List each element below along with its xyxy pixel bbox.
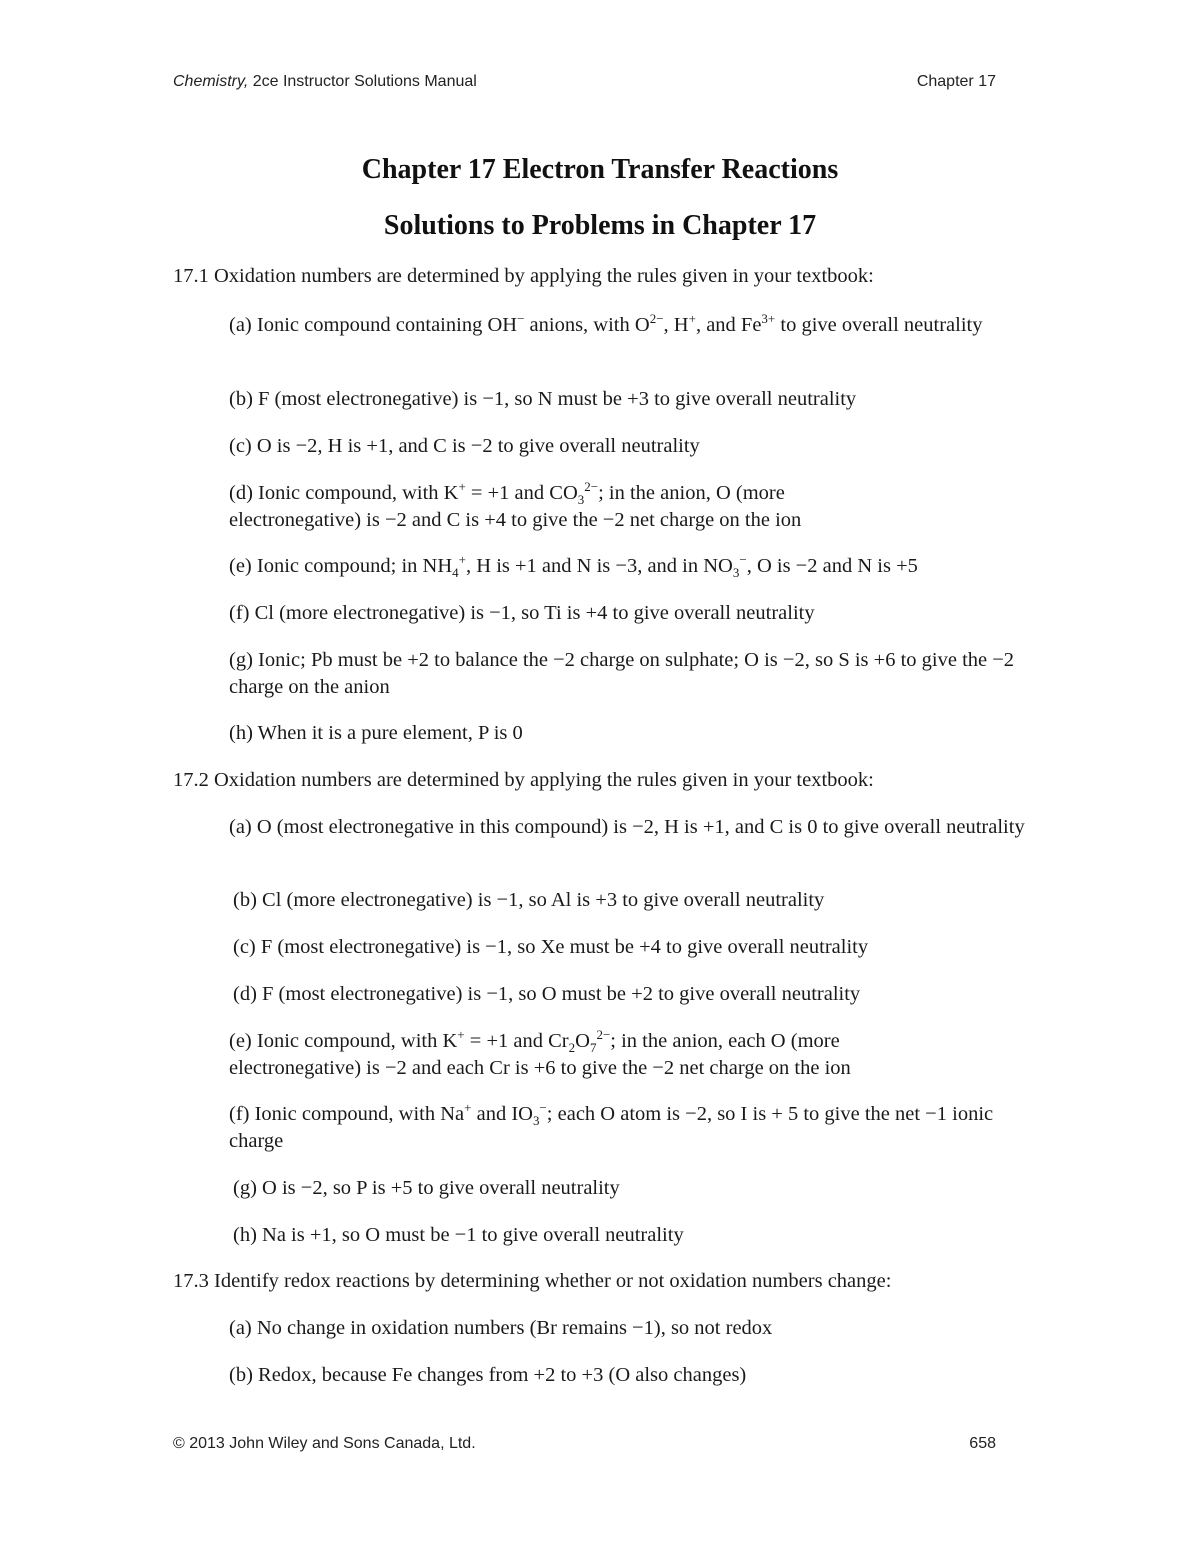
answer-17-2-h: (h) Na is +1, so O must be −1 to give overall neutrality [233, 1224, 684, 1246]
answer-17-1-f: (f) Cl (more electronegative) is −1, so Ti is +4 to give overall neutrality [229, 602, 815, 624]
section-subtitle: Solutions to Problems in Chapter 17 [383, 210, 817, 241]
answer-17-1-c: (c) O is −2, H is +1, and C is −2 to give overall neutrality [229, 435, 700, 457]
problem-17-1-intro: 17.1 Oxidation numbers are determined by applying the rules given in your textbook: [173, 265, 874, 287]
page-header [173, 73, 996, 91]
answer-17-2-f: (f) Ionic compound, with Na+ and $IO_3^-$; each O atom is −2, so I is + 5 to give the net −1 ionic charge [229, 1100, 994, 1152]
page-footer [173, 1435, 996, 1453]
edition-text: 2ce Instructor Solutions Manual [248, 73, 477, 90]
answer-17-1-h: (h) When it is a pure element, P is 0 [229, 722, 523, 744]
copyright-notice: © 2013 John Wiley and Sons Canada, Ltd. [173, 1435, 476, 1452]
answer-17-1-e: (e) Ionic compound; in $NH_4^+$, H is +1 and N is −3, and in $NO_3^-$, O is −2 and N is +5 [229, 552, 918, 581]
answer-17-1-a: (a) Ionic compound containing OH− anions, with $O^{2-}$, H+, and $Fe^{3+}$ to give overall neutrality [229, 311, 983, 336]
answer-17-2-e: (e) Ionic compound, with K+ = +1 and $Cr_2O_7^{2-}$; in the anion, each O (more electronegative) is −2 and each Cr is +6 to give the −2 net charge on the ion [229, 1027, 851, 1079]
answer-17-3-a: (a) No change in oxidation numbers (Br remains −1), so not redox [229, 1317, 773, 1339]
answer-17-2-a: (a) O (most electronegative in this compound) is −2, H is +1, and C is 0 to give overall neutrality [229, 816, 1025, 838]
answer-17-3-b: (b) Redox, because Fe changes from +2 to +3 (O also changes) [229, 1364, 747, 1386]
answer-17-2-b: (b) Cl (more electronegative) is −1, so Al is +3 to give overall neutrality [233, 889, 825, 911]
answer-17-1-b: (b) F (most electronegative) is −1, so N must be +3 to give overall neutrality [229, 388, 857, 410]
chapter-title: Chapter 17 Electron Transfer Reactions [361, 154, 839, 185]
answer-17-1-d: (d) Ionic compound, with K+ = +1 and $CO_3^{2-}$; in the anion, O (more electronegative) is −2 and C is +4 to give the −2 net charge on the ion [229, 479, 802, 531]
answer-17-2-g: (g) O is −2, so P is +5 to give overall neutrality [233, 1177, 620, 1199]
problem-17-2-intro: 17.2 Oxidation numbers are determined by applying the rules given in your textbook: [173, 769, 874, 791]
chapter-label: Chapter 17 [916, 73, 996, 90]
book-title: Chemistry, [173, 73, 249, 90]
problem-17-3-intro: 17.3 Identify redox reactions by determining whether or not oxidation numbers change: [173, 1270, 892, 1292]
answer-17-2-d: (d) F (most electronegative) is −1, so O must be +2 to give overall neutrality [233, 983, 861, 1005]
page-number: 658 [969, 1435, 996, 1452]
running-title [173, 73, 477, 91]
answer-17-1-g: (g) Ionic; Pb must be +2 to balance the −2 charge on sulphate; O is −2, so S is +6 to give the −2 charge on the anion [229, 649, 1015, 698]
answer-17-2-c: (c) F (most electronegative) is −1, so Xe must be +4 to give overall neutrality [233, 936, 869, 958]
